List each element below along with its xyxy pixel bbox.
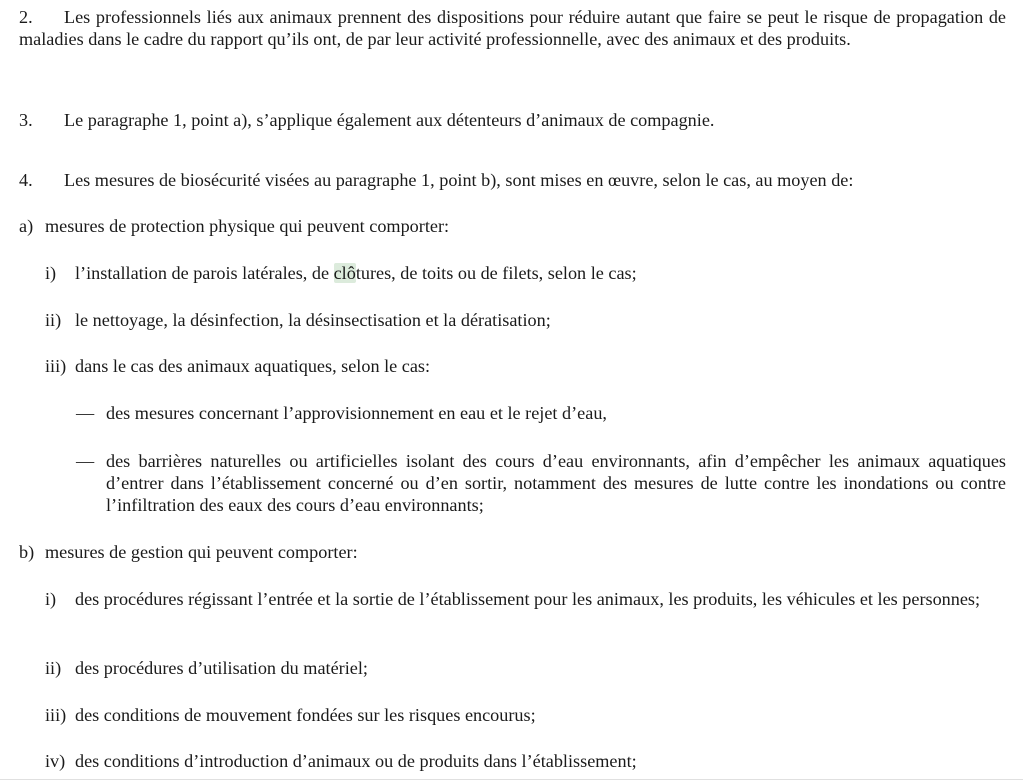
item-text: des procédures régissant l’entrée et la sortie de l’établissement pour les animaux, les produits, les véhicules et les personnes;	[75, 589, 981, 609]
paragraph-number: 4.	[19, 170, 33, 190]
dash-text: des barrières naturelles ou artificielles isolant des cours d’eau environnants, afin d’empêcher les animaux aquatiques d’entrer dans l’établissement concerné ou d’en sortir, notamment des mesures de lutte contre les inondations ou contre l’infiltration des eaux des cours d’eau environnants;	[106, 451, 1006, 515]
point-b-item-iv	[45, 750, 1006, 772]
item-label: i)	[45, 589, 57, 609]
item-text-start: l’installation de parois latérales, de	[75, 263, 334, 283]
paragraph-number: 2.	[19, 7, 33, 27]
item-text: dans le cas des animaux aquatiques, selon le cas:	[75, 356, 431, 376]
paragraph-4	[19, 169, 1006, 191]
paragraph-text: Les professionnels liés aux animaux prennent des dispositions pour réduire autant que faire se peut le risque de propagation de maladies dans le cadre du rapport qu’ils ont, de par leur activité professionnelle, avec des animaux et des produits.	[19, 7, 1006, 49]
point-b-item-iii	[45, 704, 1006, 726]
dash-text: des mesures concernant l’approvisionnement en eau et le rejet d’eau,	[106, 403, 607, 423]
paragraph-3	[19, 109, 1006, 131]
point-b-item-ii	[45, 657, 1006, 679]
point-a	[19, 215, 1006, 237]
item-text: des conditions de mouvement fondées sur les risques encourus;	[75, 705, 536, 725]
dash-item	[76, 402, 1006, 424]
point-text: mesures de protection physique qui peuvent comporter:	[45, 216, 450, 236]
item-label: ii)	[45, 658, 62, 678]
item-text: des procédures d’utilisation du matériel;	[75, 658, 368, 678]
dash-label: —	[76, 451, 95, 471]
item-text-end: tures, de toits ou de filets, selon le cas;	[355, 263, 637, 283]
point-b	[19, 541, 1006, 563]
point-text: mesures de gestion qui peuvent comporter:	[45, 542, 358, 562]
paragraph-text: Le paragraphe 1, point a), s’applique également aux détenteurs d’animaux de compagnie.	[64, 110, 715, 130]
highlighted-text: clô	[333, 263, 356, 283]
item-text	[45, 262, 1006, 284]
item-label: ii)	[45, 310, 62, 330]
paragraph-text: Les mesures de biosécurité visées au paragraphe 1, point b), sont mises en œuvre, selon le cas, au moyen de:	[64, 170, 854, 190]
paragraph-2	[19, 6, 1006, 50]
bottom-divider	[0, 779, 1023, 780]
dash-label: —	[76, 403, 95, 423]
point-b-item-i	[45, 588, 1006, 610]
point-label: b)	[19, 542, 35, 562]
point-a-item-iii	[45, 355, 1006, 377]
paragraph-number: 3.	[19, 110, 33, 130]
point-a-item-i	[45, 262, 1006, 284]
item-text: des conditions d’introduction d’animaux ou de produits dans l’établissement;	[75, 751, 637, 771]
item-label: iii)	[45, 356, 67, 376]
dash-item	[76, 450, 1006, 516]
point-a-item-ii	[45, 309, 1006, 331]
point-label: a)	[19, 216, 34, 236]
item-label: iii)	[45, 705, 67, 725]
item-label: i)	[45, 263, 57, 283]
item-label: iv)	[45, 751, 66, 771]
item-text: le nettoyage, la désinfection, la désinsectisation et la dératisation;	[75, 310, 551, 330]
